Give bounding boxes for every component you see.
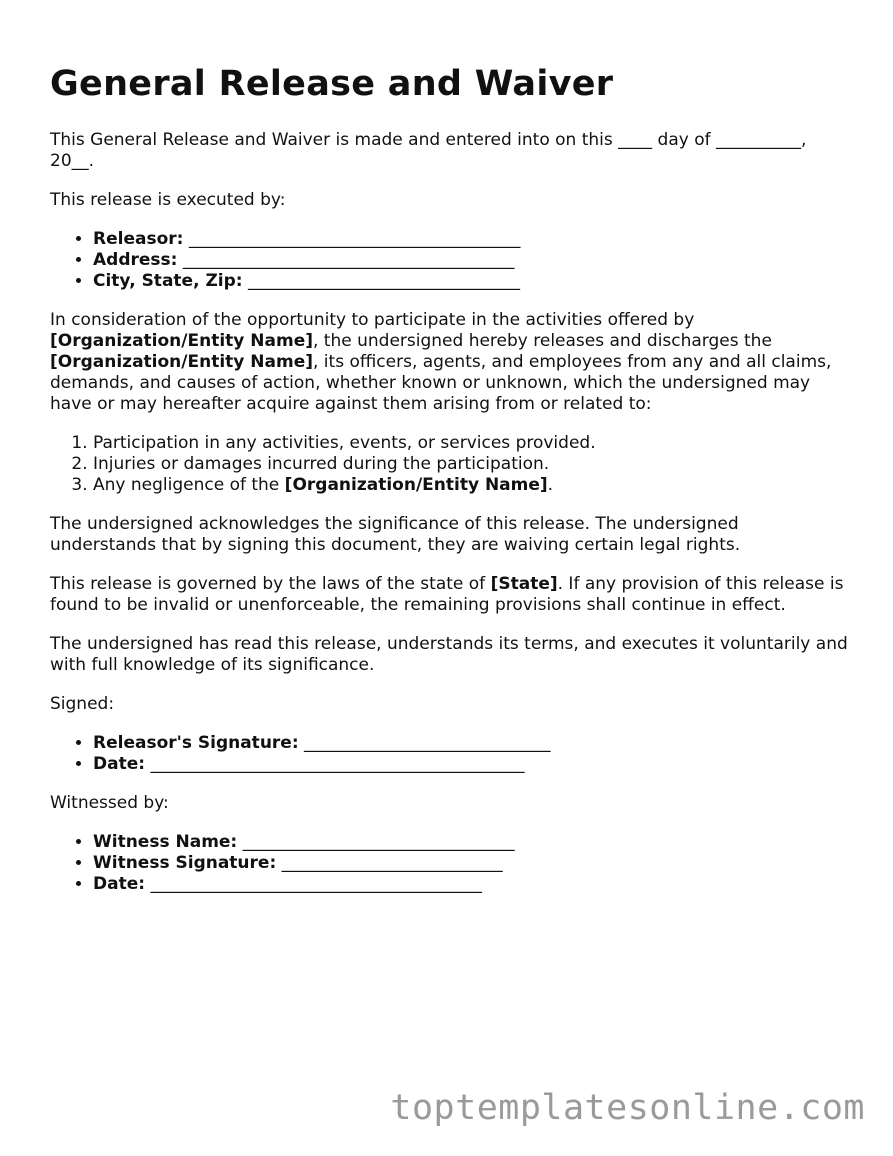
document-title: General Release and Waiver [50, 64, 614, 104]
signed-fields-list [50, 733, 850, 775]
consideration-text: , the undersigned hereby releases and discharges the [313, 331, 772, 351]
witness-signature-field [93, 853, 850, 874]
list-item: 1. Participation in any activities, events, or services provided. [93, 433, 850, 454]
field-label: City, State, Zip: [93, 271, 243, 291]
fill-in-line: __________________________ [281, 853, 503, 873]
fill-in-line: _______________________________________ [188, 229, 521, 249]
releasor-field [93, 229, 850, 250]
field-label: Date: [93, 874, 146, 894]
field-label: Witness Signature: [93, 853, 277, 873]
voluntary-paragraph: The undersigned has read this release, understands its terms, and executes it voluntarily and with full knowledge of its significance. [50, 634, 848, 675]
witness-name-field [93, 832, 850, 853]
field-label: Witness Name: [93, 832, 238, 852]
consideration-text: In consideration of the opportunity to participate in the activities offered by [50, 310, 695, 330]
organization-placeholder: [Organization/Entity Name] [50, 352, 313, 372]
witness-date-field [93, 874, 850, 895]
state-placeholder: [State] [490, 574, 558, 594]
releasor-fields-list [50, 229, 850, 292]
city-state-zip-field [93, 271, 850, 292]
document-page [50, 58, 850, 913]
organization-placeholder: [Organization/Entity Name] [50, 331, 313, 351]
fill-in-line: _______________________________________ [150, 874, 482, 894]
intro-paragraph: This General Release and Waiver is made and entered into on this ____ day of __________, 20__. [50, 130, 807, 171]
fill-in-line: _____________________________ [304, 733, 551, 753]
address-field [93, 250, 850, 271]
acknowledgment-paragraph: The undersigned acknowledges the significance of this release. The undersigned understands that by signing this document, they are waiving certain legal rights. [50, 514, 741, 555]
field-label: Releasor: [93, 229, 184, 249]
fill-in-line: ____________________________________________ [150, 754, 525, 774]
releasor-signature-field [93, 733, 850, 754]
executed-by-label: This release is executed by: [50, 190, 286, 210]
organization-placeholder: [Organization/Entity Name] [284, 475, 548, 495]
fill-in-line: ________________________________ [247, 271, 520, 291]
field-label: Releasor's Signature: [93, 733, 299, 753]
related-items-list [50, 433, 850, 496]
field-label: Date: [93, 754, 146, 774]
governing-law-paragraph: This release is governed by the laws of the state of [State]. If any provision of this release is found to be invalid or unenforceable, the remaining provisions shall continue in effect. [50, 574, 844, 615]
list-item: 3. Any negligence of the [Organization/Entity Name]. [93, 475, 850, 496]
consideration-text: , its officers, agents, and employees from any and all claims, demands, and causes of action, whether known or unknown, which the undersigned may have or may hereafter acquire against them arising from or related to: [50, 352, 832, 414]
field-label: Address: [93, 250, 178, 270]
signed-label: Signed: [50, 694, 115, 714]
list-item: 2. Injuries or damages incurred during the participation. [93, 454, 850, 475]
consideration-paragraph [50, 310, 850, 415]
fill-in-line: _______________________________________ [182, 250, 515, 270]
witness-fields-list [50, 832, 850, 895]
fill-in-line: ________________________________ [242, 832, 515, 852]
watermark: toptemplatesonline.com [390, 1088, 865, 1128]
signed-date-field [93, 754, 850, 775]
witnessed-label: Witnessed by: [50, 793, 169, 813]
